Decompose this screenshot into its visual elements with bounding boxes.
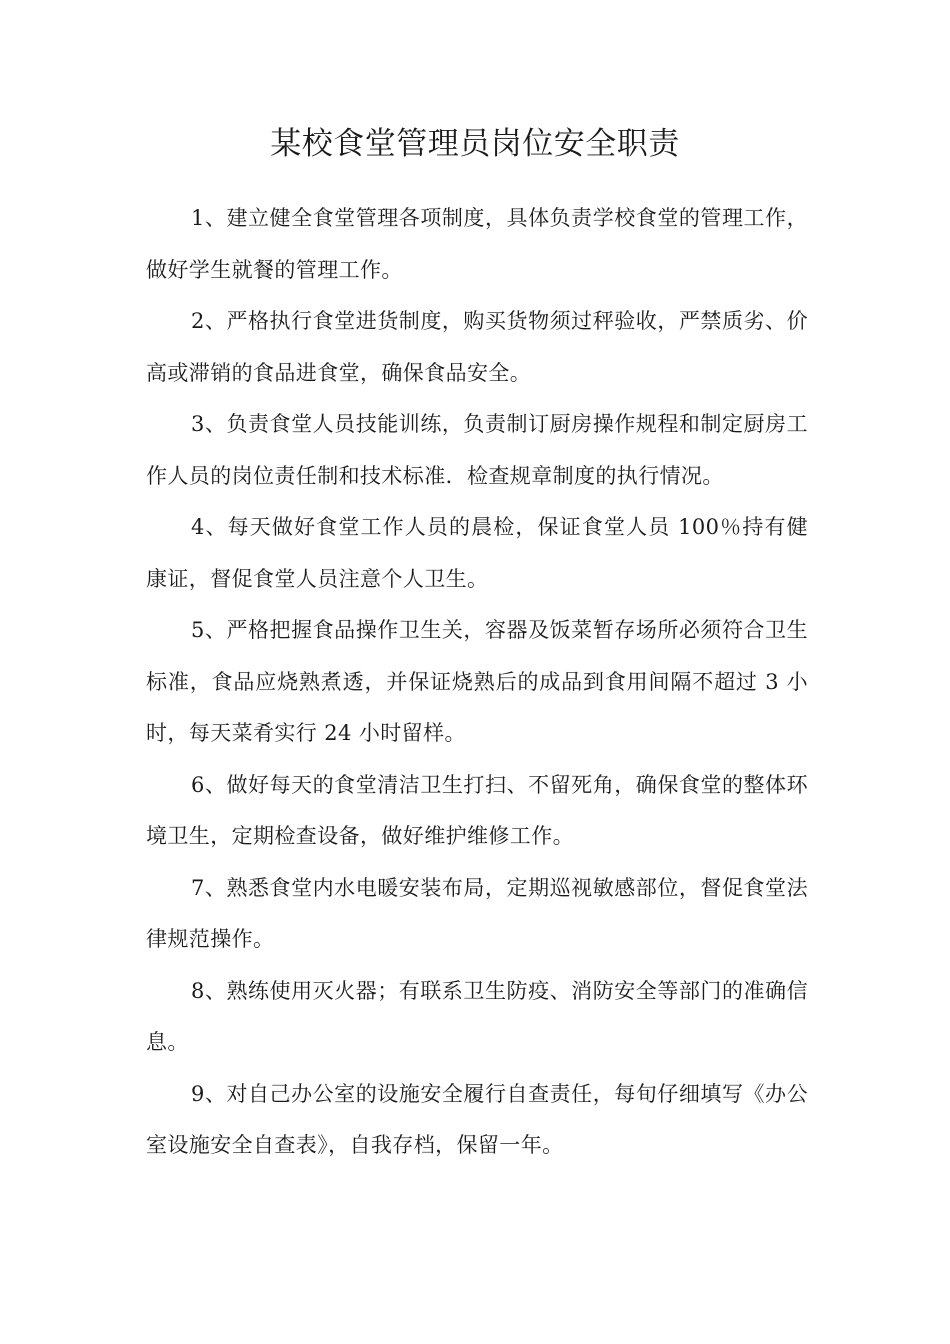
duty-item-3: 3、负责食堂人员技能训练，负责制订厨房操作规程和制定厨房工作人员的岗位责任制和技术标准．检查规章制度的执行情况。 bbox=[146, 412, 808, 488]
duty-item-6: 6、做好每天的食堂清洁卫生打扫、不留死角，确保食堂的整体环境卫生，定期检查设备，做好维护维修工作。 bbox=[146, 772, 808, 848]
duty-item-2: 2、严格执行食堂进货制度，购买货物须过秤验收，严禁质劣、价高或滞销的食品进食堂，确保食品安全。 bbox=[146, 309, 808, 385]
duty-item-9: 9、对自己办公室的设施安全履行自查责任，每旬仔细填写《办公室设施安全自查表》，自我存档，保留一年。 bbox=[146, 1081, 808, 1157]
duty-list bbox=[146, 193, 808, 1172]
duty-item-4: 4、每天做好食堂工作人员的晨检，保证食堂人员 100％持有健康证，督促食堂人员注意个人卫生。 bbox=[146, 515, 808, 591]
duty-item-5: 5、严格把握食品操作卫生关，容器及饭菜暂存场所必须符合卫生标准，食品应烧熟煮透，并保证烧熟后的成品到食用间隔不超过 3 小时，每天菜肴实行 24 小时留样。 bbox=[146, 618, 808, 745]
duty-item-7: 7、熟悉食堂内水电暖安装布局，定期巡视敏感部位，督促食堂法律规范操作。 bbox=[146, 875, 808, 951]
document-title: 某校食堂管理员岗位安全职责 bbox=[270, 126, 680, 162]
duty-item-8: 8、熟练使用灭火器；有联系卫生防疫、消防安全等部门的准确信息。 bbox=[146, 978, 808, 1054]
duty-item-1: 1、建立健全食堂管理各项制度，具体负责学校食堂的管理工作，做好学生就餐的管理工作。 bbox=[146, 206, 808, 282]
